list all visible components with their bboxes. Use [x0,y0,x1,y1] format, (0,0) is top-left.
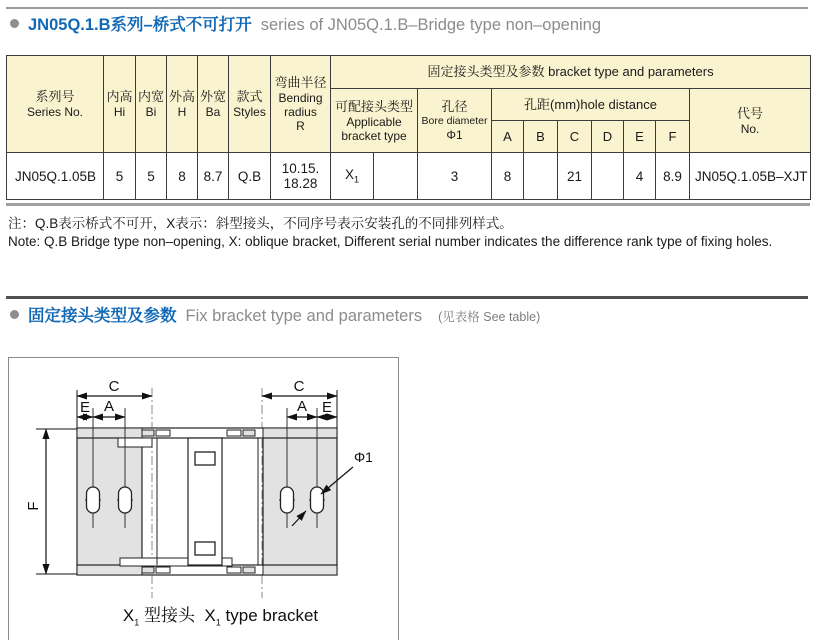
cell-bi: 5 [136,153,167,200]
col-header-styles: 款式 Styles [229,56,271,153]
table-bottom-rule [6,203,810,206]
col-header-E: E [624,121,656,153]
bracket-technical-drawing [9,358,396,639]
cell-b [524,153,558,200]
rail-tab [227,567,241,573]
plate-step-notch [118,438,152,447]
col-header-applicable-bracket: 可配接头类型 Applicable bracket type [331,89,418,153]
col-header-bending-radius: 弯曲半径 Bending radius R [271,56,331,153]
rail-tab [142,430,154,436]
rail-cap [263,565,337,575]
col-header-F: F [656,121,690,153]
see-table-note: (见表格 See table) [438,310,541,324]
cell-h: 8 [167,153,198,200]
rail-cap [77,428,142,438]
col-header-ba: 外宽 Ba [198,56,229,153]
dim-label-e-left: E [79,399,91,416]
col-header-C: C [558,121,592,153]
section2-title-zh: 固定接头类型及参数 [28,307,177,325]
cell-styles: Q.B [229,153,271,200]
dim-label-a-right: A [296,398,308,415]
col-header-hole-distance: 孔距(mm)hole distance [492,89,690,121]
section1-title-zh: JN05Q.1.B系列–桥式不可打开 [28,16,252,34]
top-divider [6,7,808,9]
col-header-A: A [492,121,524,153]
dim-label-phi: Φ1 [354,449,373,465]
rail-tab [156,567,170,573]
dim-label-c-left: C [108,378,120,395]
section-divider [6,296,808,299]
bracket-diagram-frame [8,357,399,640]
parameters-table [6,55,811,200]
slotted-hole [119,487,132,513]
rail-cap [263,428,337,438]
dim-label-e-right: E [321,399,333,416]
note-line-zh: 注：Q.B表示桥式不可开，X表示：斜型接头，不同序号表示安装孔的不同排列样式。 [8,216,513,231]
right-plate [263,438,337,565]
section2-title-en: Fix bracket type and parameters [185,307,423,325]
cell-e: 4 [624,153,656,200]
cell-ba: 8.7 [198,153,229,200]
section1-title-en: series of JN05Q.1.B–Bridge type non–opening [260,16,602,34]
note-line-en: Note: Q.B Bridge type non–opening, X: oblique bracket, Different serial number indicates the difference rank type of fixing holes. [8,234,773,249]
rail-tab [156,430,170,436]
bullet-icon [10,19,19,28]
col-header-D: D [592,121,624,153]
cell-bracket-type-2 [374,153,418,200]
center-slot-bottom [195,542,215,555]
diagram-caption: $X_1$ 型接头 $X_1$ type bracket [122,606,319,628]
cell-c: 21 [558,153,592,200]
section2-header [10,302,540,326]
dim-label-a-left: A [103,398,115,415]
cell-bending-radius: 10.15. 18.28 [271,153,331,200]
rail-tab [243,567,255,573]
slotted-hole [311,487,324,513]
section1-header [10,11,601,35]
cell-bore: 3 [418,153,492,200]
col-header-hi: 内高 Hi [104,56,136,153]
rail-tab [243,430,255,436]
bullet-icon [10,310,19,319]
spec-table [6,55,811,200]
cell-hi: 5 [104,153,136,200]
center-slot-top [195,452,215,465]
slotted-hole [281,487,294,513]
rail-tab [227,430,241,436]
cell-f: 8.9 [656,153,690,200]
dim-label-f: F [25,501,42,511]
dim-label-c-right: C [293,378,305,395]
col-header-bore-diameter: 孔径 Bore diameter Φ1 [418,89,492,153]
col-header-series: 系列号 Series No. [7,56,104,153]
col-header-B: B [524,121,558,153]
rail-tab [142,567,154,573]
slotted-hole [87,487,100,513]
col-header-code: 代号 No. [690,89,811,153]
col-header-h: 外高 H [167,56,198,153]
cell-a: 8 [492,153,524,200]
cell-code: JN05Q.1.05B–XJT [690,153,811,200]
cell-d [592,153,624,200]
cell-bracket-type: $X_1$ [331,153,374,200]
table-row [7,153,811,200]
col-header-bi: 内宽 Bi [136,56,167,153]
group-header-bracket-params: 固定接头类型及参数 bracket type and parameters [331,56,811,89]
cell-series-no: JN05Q.1.05B [7,153,104,200]
